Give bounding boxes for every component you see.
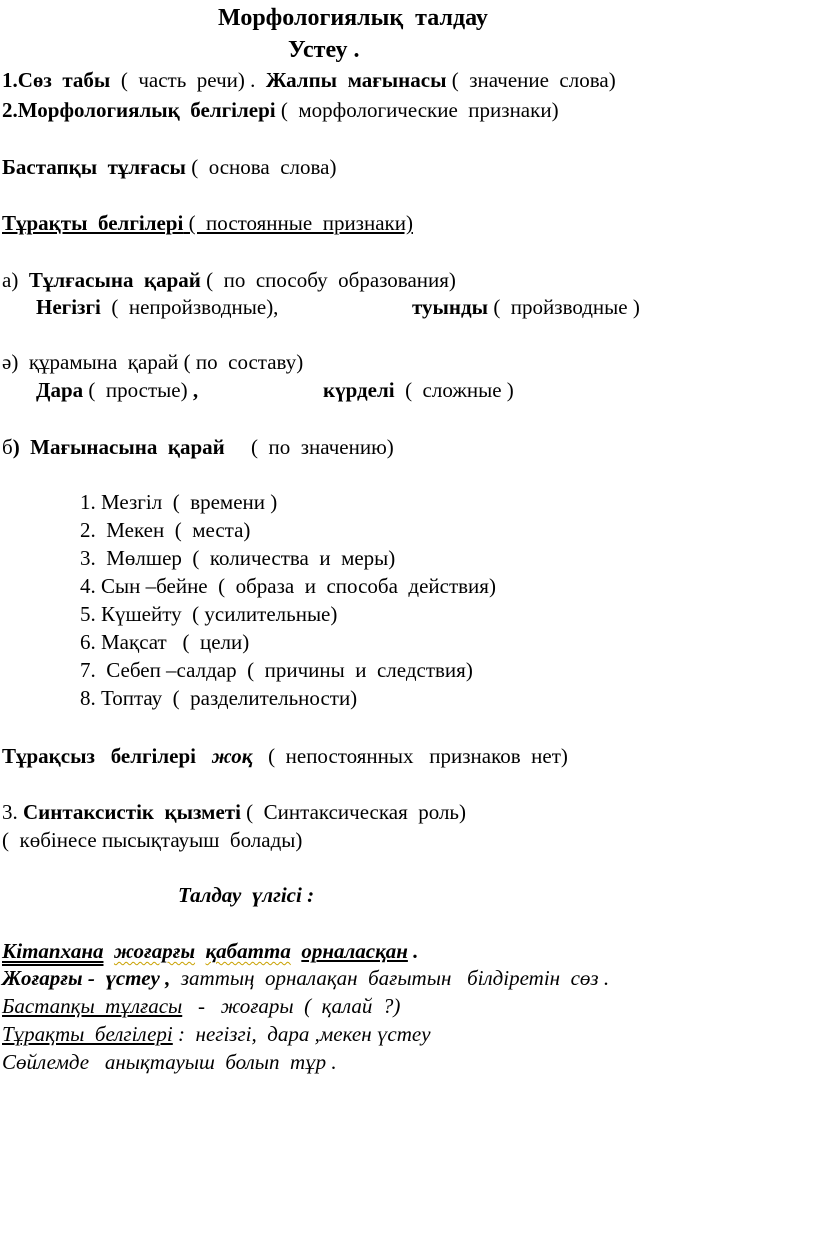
section-3-note: ( көбінесе пысықтауыш болады)	[2, 828, 303, 852]
item-a-values-2	[412, 297, 640, 318]
base-form-line	[2, 157, 337, 178]
mark: ә)	[2, 350, 29, 374]
list-item: 1. Мезгіл ( времени )	[80, 490, 278, 514]
sample-title: Талдау үлгісі :	[178, 883, 315, 907]
analysis-line-3	[2, 1024, 431, 1045]
num: 1.	[2, 68, 18, 92]
text: ( непостоянных признаков нет)	[252, 744, 568, 768]
text: - жоғары ( қалай ?)	[182, 994, 401, 1018]
nonpermanent-features-line	[2, 746, 568, 767]
label: Тұрақты белгілері	[2, 1022, 173, 1046]
num: 2.	[2, 98, 18, 122]
document-title: Морфологиялық талдау	[218, 5, 488, 31]
list-item: 6. Мақсат ( цели)	[80, 630, 250, 654]
list-item: 8. Топтау ( разделительности)	[80, 686, 358, 710]
text: ( значение слова)	[446, 68, 616, 92]
document-subtitle: Устеу .	[288, 37, 360, 63]
label: ) Мағынасына қарай	[12, 435, 225, 459]
section-3-line	[2, 802, 466, 823]
word-location: қабатта	[205, 939, 291, 963]
list-item: 2. Мекен ( места)	[80, 518, 251, 542]
label: Морфологиялық белгілері	[17, 98, 276, 122]
text: ( простые)	[83, 378, 193, 402]
item-ae-line	[2, 352, 303, 373]
text: ( Синтаксическая роль)	[240, 800, 467, 824]
num: 3.	[2, 800, 23, 824]
value: жоқ	[211, 744, 253, 768]
label: Бастапқы тұлғасы	[2, 155, 186, 179]
list-item: 3. Мөлшер ( количества и меры)	[80, 546, 396, 570]
word-subject: Кітапхана	[2, 939, 104, 963]
comma: ,	[192, 378, 199, 402]
label: Тұрақсыз белгілері	[2, 744, 197, 768]
item-b-line	[2, 437, 394, 458]
section-1-line	[2, 70, 616, 91]
label: Сөз табы	[17, 68, 111, 92]
analysis-line-2	[2, 996, 400, 1017]
item-a-values	[36, 297, 278, 318]
label: Бастапқы тұлғасы	[2, 994, 183, 1018]
mark: б	[2, 435, 13, 459]
text: заттың орналақан бағытын білдіретін сөз .	[170, 966, 610, 990]
text: құрамына қарай ( по составу)	[28, 350, 304, 374]
text: ( по значению)	[224, 435, 394, 459]
text: ( сложные )	[394, 378, 514, 402]
mark: а)	[2, 268, 29, 292]
permanent-features-line	[2, 213, 413, 234]
text: : негізгі, дара ,мекен үстеу	[172, 1022, 431, 1046]
item-a-line	[2, 270, 456, 291]
label: Негізгі	[36, 295, 101, 319]
label: Синтаксистік қызметі	[23, 800, 241, 824]
text: ( основа слова)	[185, 155, 337, 179]
label: Жалпы мағынасы	[265, 68, 447, 92]
text: ( морфологические признаки)	[275, 98, 559, 122]
list-item: 4. Сын –бейне ( образа и способа действия)	[80, 574, 496, 598]
list-item: 5. Күшейту ( усилительные)	[80, 602, 338, 626]
label: туынды	[412, 295, 489, 319]
text: ( непройзводные),	[100, 295, 279, 319]
analysis-line-1	[2, 968, 609, 989]
analysis-line-4: Сөйлемде анықтауыш болып тұр .	[2, 1050, 337, 1074]
word-adverb: жоғарғы	[113, 939, 196, 963]
section-2-line	[2, 100, 559, 121]
item-ae-values-2	[323, 380, 514, 401]
list-item: 7. Себеп –салдар ( причины и следствия)	[80, 658, 473, 682]
text: ( постоянные признаки)	[183, 211, 413, 235]
label: Жоғарғы - үстеу ,	[2, 966, 171, 990]
label: Дара	[36, 378, 84, 402]
text: ( пройзводные )	[488, 295, 640, 319]
label: Тұлғасына қарай	[28, 268, 201, 292]
item-ae-values	[36, 380, 198, 401]
text: ( часть речи) .	[110, 68, 266, 92]
sentence-end: .	[407, 939, 419, 963]
word-predicate: орналасқан	[301, 939, 408, 963]
label: күрделі	[323, 378, 395, 402]
label: Тұрақты белгілері	[2, 211, 184, 235]
sample-sentence	[2, 941, 418, 962]
text: ( по способу образования)	[200, 268, 456, 292]
